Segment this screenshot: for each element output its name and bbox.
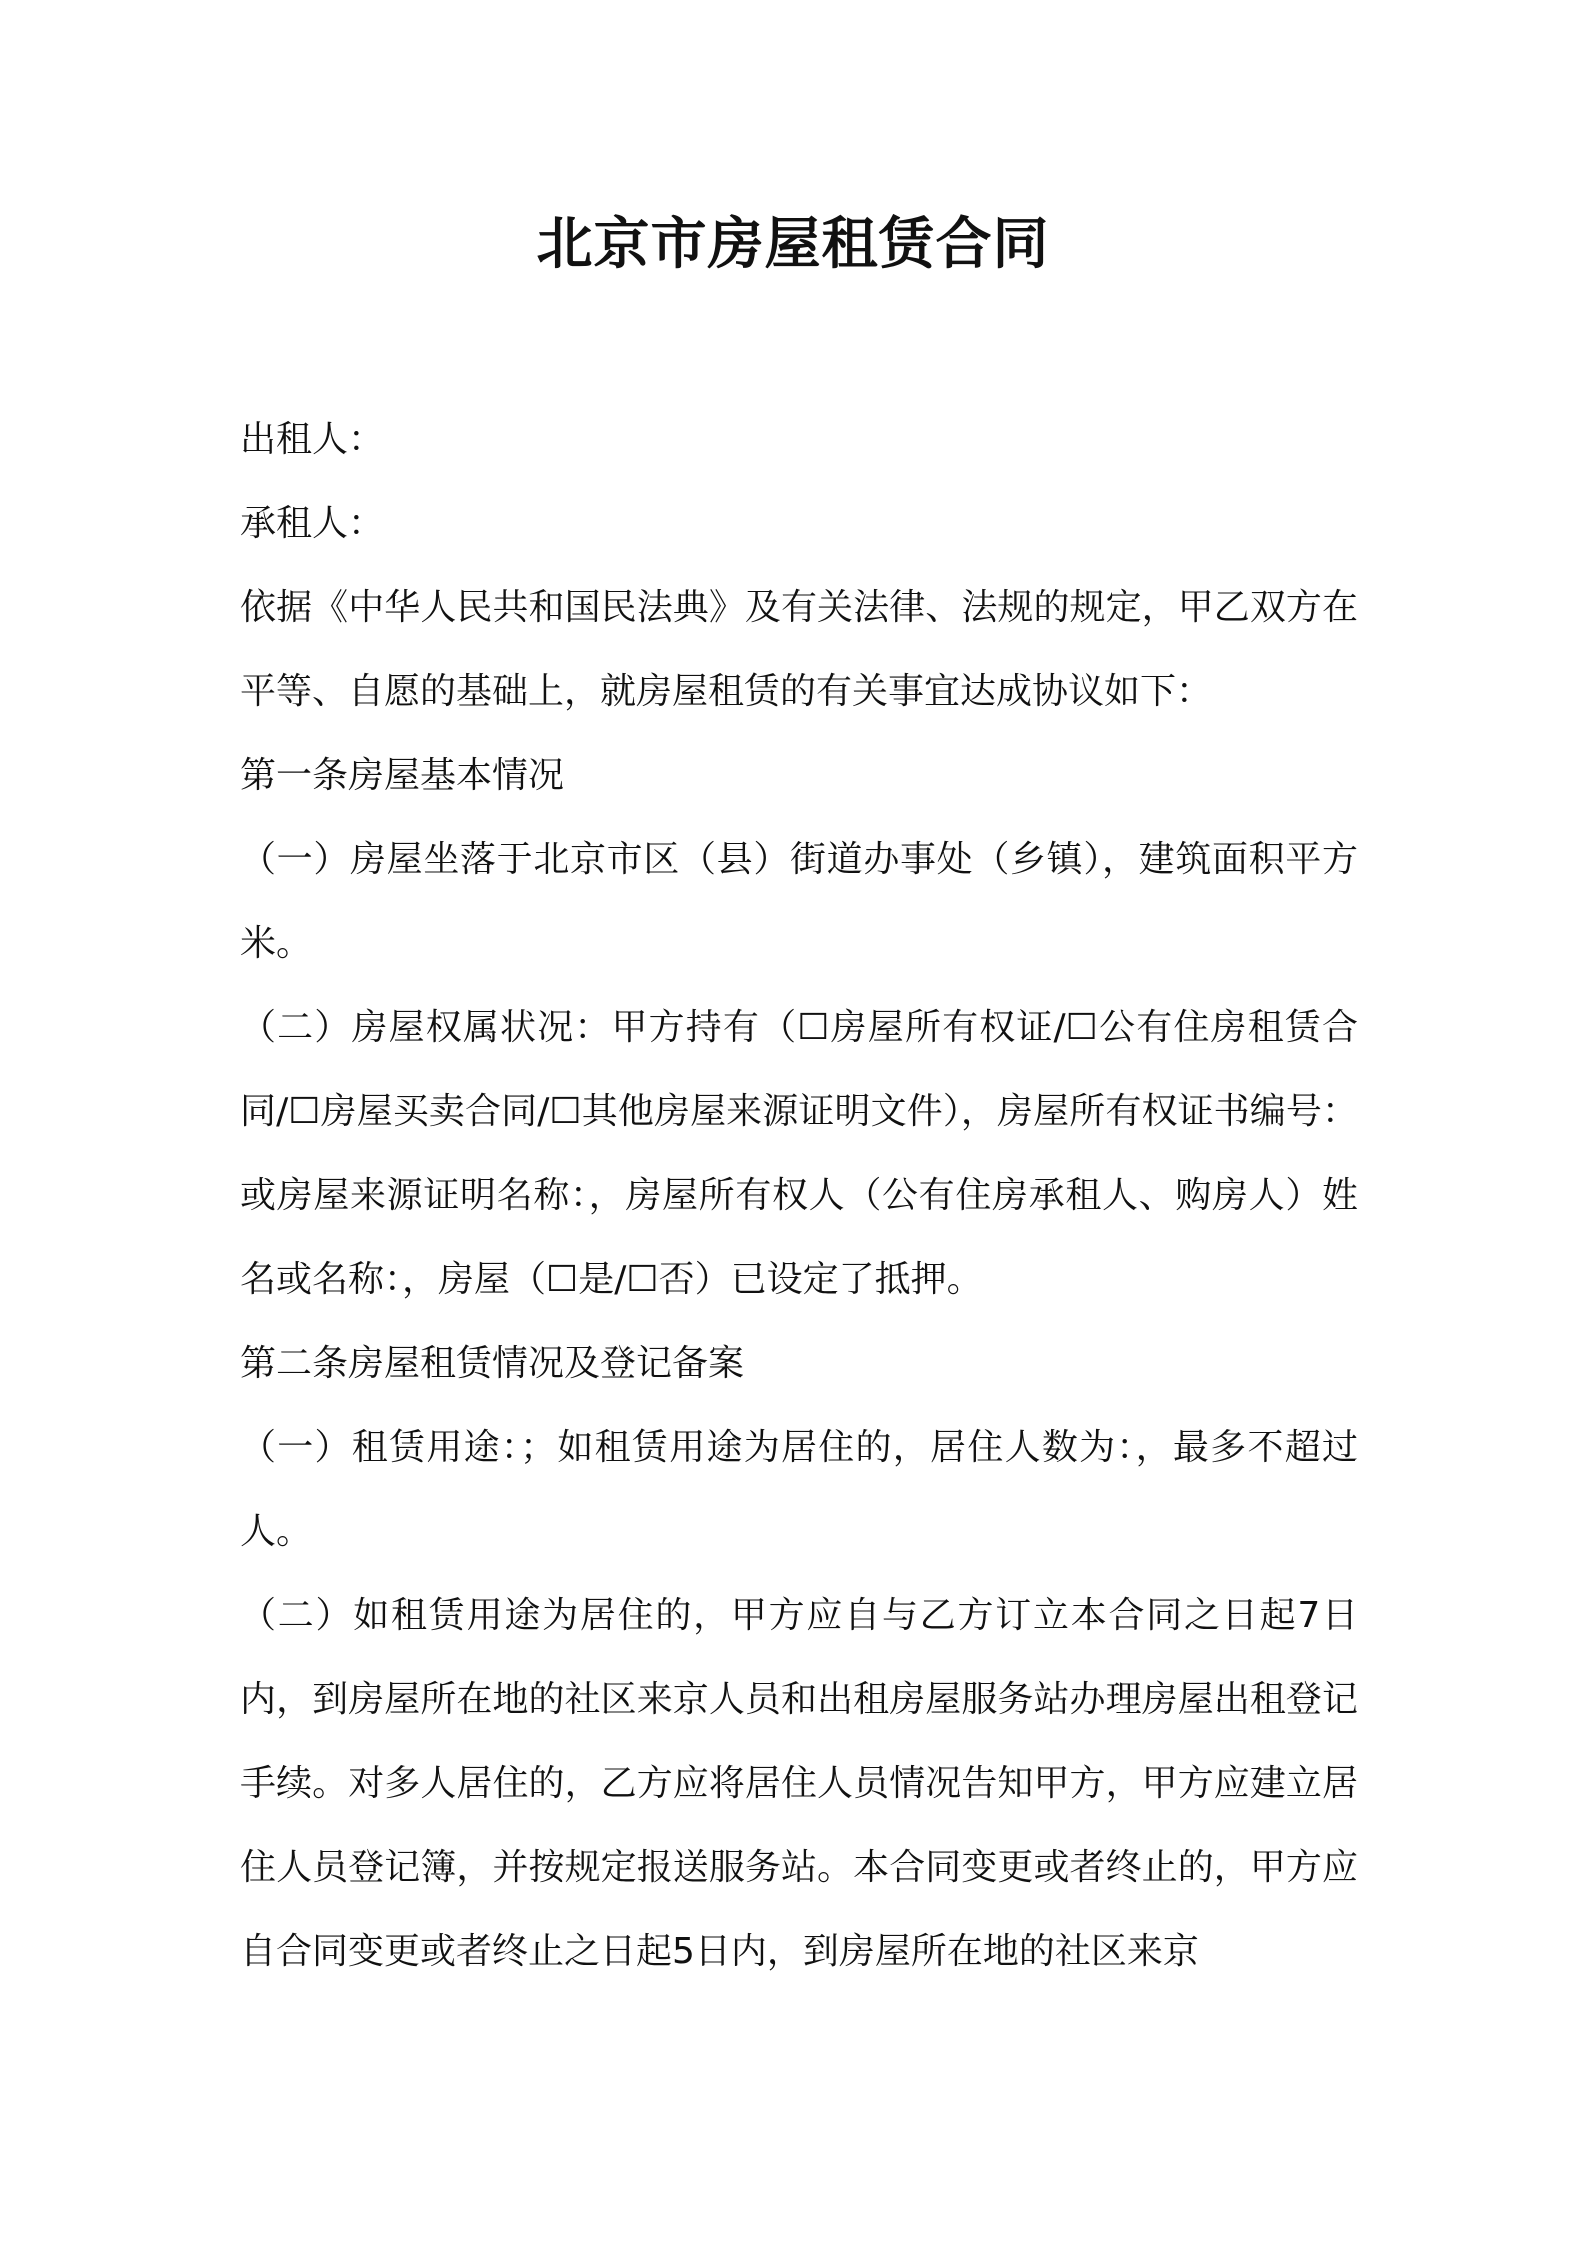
article-2-heading: 第二条房屋租赁情况及登记备案: [240, 1343, 745, 1384]
document-body: [240, 398, 1358, 1994]
article-2-clause-1: （一）租赁用途：；如租赁用途为居住的，居住人数为：，最多不超过人。: [240, 1427, 1358, 1552]
lessee-line: 承租人：: [240, 503, 385, 544]
preamble-paragraph: 依据《中华人民共和国民法典》及有关法律、法规的规定，甲乙双方在平等、自愿的基础上，就房屋租赁的有关事宜达成协议如下：: [240, 587, 1358, 712]
article-1-clause-1: （一）房屋坐落于北京市区（县）街道办事处（乡镇），建筑面积平方米。: [240, 839, 1358, 964]
article-1-clause-2: （二）房屋权属状况：甲方持有（☐房屋所有权证/☐公有住房租赁合同/☐房屋买卖合同/☐其他房屋来源证明文件），房屋所有权证书编号：或房屋来源证明名称：，房屋所有权人（公有住房承租人、购房人）姓名或名称：，房屋（☐是/☐否）已设定了抵押。: [240, 1007, 1358, 1300]
lessor-line: 出租人：: [240, 419, 385, 460]
article-2-clause-2: （二）如租赁用途为居住的，甲方应自与乙方订立本合同之日起7日内，到房屋所在地的社区来京人员和出租房屋服务站办理房屋出租登记手续。对多人居住的，乙方应将居住人员情况告知甲方，甲方应建立居住人员登记簿，并按规定报送服务站。本合同变更或者终止的，甲方应自合同变更或者终止之日起5日内，到房屋所在地的社区来京: [240, 1595, 1358, 1972]
article-1-heading: 第一条房屋基本情况: [240, 755, 565, 796]
document-title: 北京市房屋租赁合同: [536, 212, 1050, 277]
